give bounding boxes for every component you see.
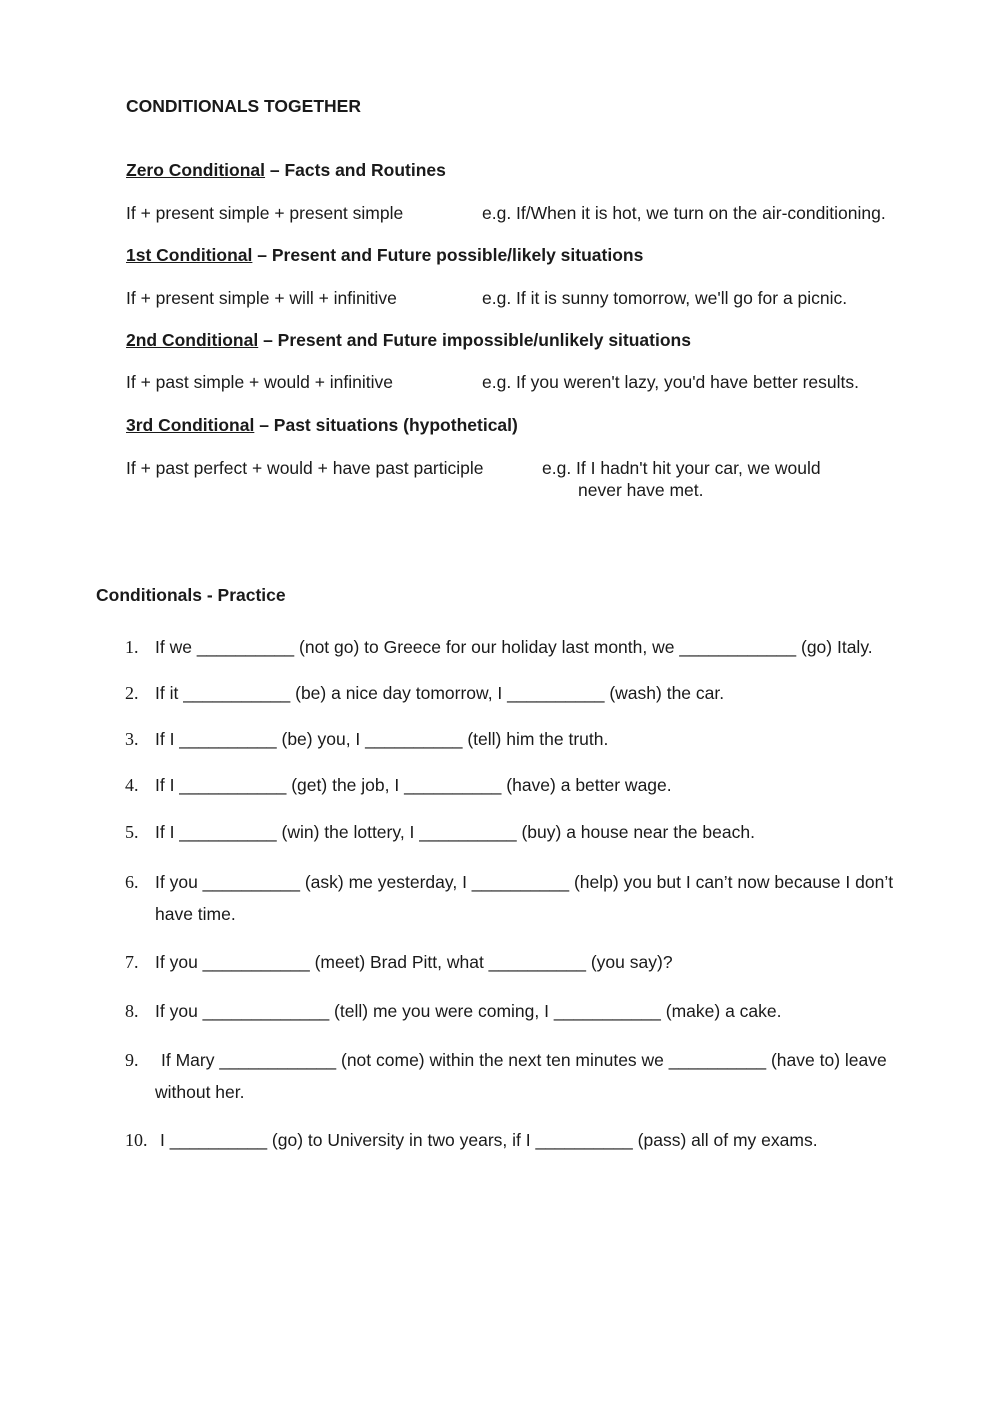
grammar-formula: If + past simple + would + infinitive: [126, 372, 394, 392]
item-text: If I ___________ (get) the job, I __________ (have) a better wage.: [155, 775, 672, 795]
grammar-name: 3rd Conditional: [126, 415, 255, 435]
list-item: [125, 775, 672, 796]
grammar-desc: – Present and Future impossible/unlikely situations: [258, 330, 691, 350]
item-number: 6.: [125, 872, 139, 892]
grammar-heading-first: [126, 245, 643, 266]
grammar-name: 1st Conditional: [126, 245, 253, 265]
item-number: 2.: [125, 683, 139, 703]
item-number: 10.: [125, 1130, 148, 1150]
item-text: If you __________ (ask) me yesterday, I __________ (help) you but I can’t now because I don’t: [155, 872, 894, 892]
list-item-continued: have time.: [155, 904, 236, 924]
grammar-example: e.g. If I hadn't hit your car, we would: [542, 458, 821, 478]
list-item: [125, 952, 673, 973]
item-number: 7.: [125, 952, 139, 972]
grammar-heading-zero: [126, 160, 446, 181]
item-text: If I __________ (be) you, I __________ (tell) him the truth.: [155, 729, 609, 749]
item-text: If it ___________ (be) a nice day tomorrow, I __________ (wash) the car.: [155, 683, 725, 703]
grammar-formula: If + present simple + present simple: [126, 203, 404, 223]
page-title: CONDITIONALS TOGETHER: [126, 96, 361, 116]
list-item: [125, 683, 724, 704]
item-number: 9.: [125, 1050, 139, 1070]
grammar-formula: If + past perfect + would + have past participle: [126, 458, 484, 478]
item-text: If I __________ (win) the lottery, I __________ (buy) a house near the beach.: [155, 822, 755, 842]
item-text: If Mary ____________ (not come) within the next ten minutes we __________ (have to) leave: [161, 1050, 887, 1070]
grammar-formula: If + present simple + will + infinitive: [126, 288, 397, 308]
grammar-example: e.g. If/When it is hot, we turn on the air-conditioning.: [482, 203, 886, 223]
item-number: 3.: [125, 729, 139, 749]
list-item: [125, 1050, 887, 1071]
grammar-name: 2nd Conditional: [126, 330, 259, 350]
list-item: [125, 1130, 818, 1151]
list-item: [125, 822, 755, 843]
list-item: [125, 729, 608, 750]
item-number: 1.: [125, 637, 139, 657]
item-text: If you ___________ (meet) Brad Pitt, what __________ (you say)?: [155, 952, 673, 972]
item-number: 8.: [125, 1001, 139, 1021]
grammar-example: e.g. If you weren't lazy, you'd have better results.: [482, 372, 859, 392]
item-text: I __________ (go) to University in two years, if I __________ (pass) all of my exams.: [160, 1130, 818, 1150]
list-item: [125, 1001, 782, 1022]
list-item-continued: without her.: [155, 1082, 245, 1102]
grammar-heading-second: [126, 330, 691, 351]
grammar-example-continued: never have met.: [578, 480, 704, 500]
grammar-example: e.g. If it is sunny tomorrow, we'll go for a picnic.: [482, 288, 848, 308]
grammar-heading-third: [126, 415, 518, 436]
item-text: If you _____________ (tell) me you were coming, I ___________ (make) a cake.: [155, 1001, 782, 1021]
list-item: [125, 637, 873, 658]
grammar-desc: – Facts and Routines: [265, 160, 446, 180]
item-text: If we __________ (not go) to Greece for our holiday last month, we ____________ (go) Italy.: [155, 637, 873, 657]
list-item: [125, 872, 893, 893]
grammar-desc: – Past situations (hypothetical): [254, 415, 518, 435]
item-number: 5.: [125, 822, 139, 842]
grammar-desc: – Present and Future possible/likely situations: [252, 245, 644, 265]
practice-heading: Conditionals - Practice: [96, 585, 286, 605]
grammar-name: Zero Conditional: [126, 160, 266, 180]
item-number: 4.: [125, 775, 139, 795]
